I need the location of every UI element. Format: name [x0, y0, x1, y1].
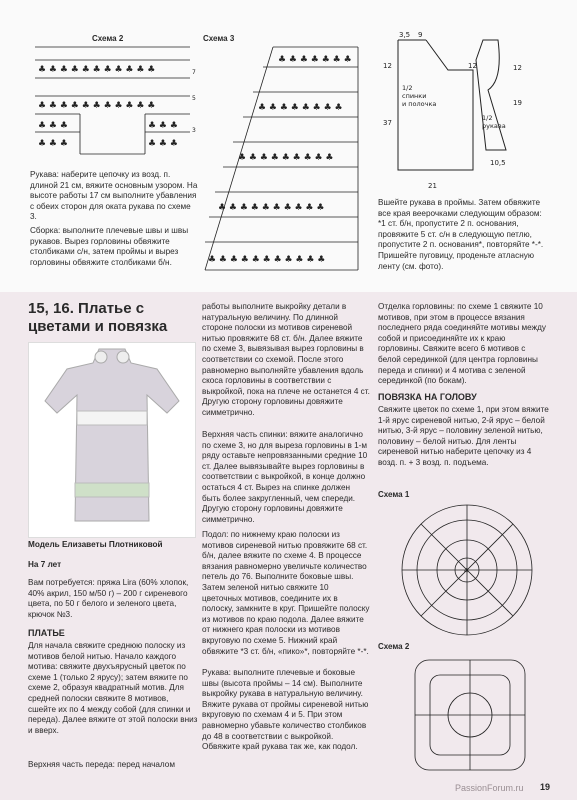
scheme2-diagram [30, 42, 195, 162]
dim-9: 9 [418, 31, 423, 39]
svg-text:♣ ♣ ♣ ♣ ♣ ♣ ♣ ♣ ♣: ♣ ♣ ♣ ♣ ♣ ♣ ♣ ♣ ♣ [238, 153, 334, 163]
scheme2b-label: Схема 2 [378, 642, 410, 651]
age: На 7 лет [28, 560, 62, 569]
pattern-pieces [378, 30, 553, 192]
svg-text:3: 3 [192, 127, 196, 134]
sleeves-text: Рукава: наберите цепочку из возд. п. длиной 21 см, вяжите основным узором. На высоте работы 17 см выполните убавления с обеих сторон для оката рукава по схеме 3. [30, 170, 198, 222]
scheme3-diagram [203, 42, 363, 282]
svg-text:и полочка: и полочка [402, 100, 437, 108]
dim-12b: 12 [468, 62, 477, 70]
headband-text: Свяжите цветок по схеме 1, при этом вяжите 1-й ярус сиреневой нитью, 2-й ярус – белой нитью, 3-й ярус – половину зеленой нитью, половину – белой нитью. Для ленты сиреневой нитью наберите цепочку из 4 возд. п. + 3 возд. п. подъема. [378, 405, 549, 467]
upper-front-text: Верхняя часть переда: перед началом [28, 760, 175, 769]
right-top-text: Вшейте рукава в проймы. Затем обвяжите все края веерочками следующим образом: *1 ст. б/н, пропустите 2 п. основания, провяжите 5 ст. с/н в следующую петлю, пропустите 2 п. основания*, повторяйте *-*. Пришейте пуговицу, проденьте атласную ленту (см. фото). [378, 198, 544, 271]
col2-paragraph-4: Рукава: выполните плечевые и боковые швы (высота проймы – 14 см). Выполните выкройку рукава в натуральную величину. Вяжите рукава от проймы сиреневой нитью вкруговую по схемам 4 и 5. При этом равномерно убавьте количество столбиков до 48 в соответствии с выкройкой. Обвяжите край рукава так же, как подол. [202, 668, 369, 752]
svg-text:♣ ♣ ♣ ♣ ♣ ♣ ♣ ♣ ♣ ♣ ♣: ♣ ♣ ♣ ♣ ♣ ♣ ♣ ♣ ♣ ♣ ♣ [38, 65, 156, 75]
svg-text:7: 7 [192, 69, 196, 76]
svg-text:♣ ♣ ♣: ♣ ♣ ♣ [38, 139, 68, 149]
scheme2-label: Схема 2 [92, 34, 124, 43]
dim-105: 10,5 [490, 159, 506, 167]
scheme1-diagram [392, 500, 542, 640]
col2-paragraph-3: Подол: по нижнему краю полоски из мотивов сиреневой нитью провяжите 68 ст. б/н, далее вяжите по схеме 4. В процессе вязания равномерно увеличьте количество петель до 76. Выполните боковые швы. Затем зеленой нитью свяжите 10 цветочных мотивов, соедините их в полоску, замкните в круг. Пришейте полоску из мотивов по краю подола. Далее вяжите от нижнего края полоски из мотивов вкруговую по схеме 5. Нижний край обвяжите *3 ст. б/н, «пико»*, повторяйте *-*. [202, 530, 370, 656]
svg-text:5: 5 [192, 95, 196, 102]
half-sleeve-label: 1/2 [482, 114, 493, 122]
svg-text:♣ ♣ ♣: ♣ ♣ ♣ [38, 121, 68, 131]
svg-text:♣ ♣ ♣ ♣ ♣ ♣ ♣ ♣ ♣ ♣: ♣ ♣ ♣ ♣ ♣ ♣ ♣ ♣ ♣ ♣ [218, 203, 325, 213]
svg-text:♣ ♣ ♣ ♣ ♣ ♣ ♣ ♣ ♣ ♣ ♣: ♣ ♣ ♣ ♣ ♣ ♣ ♣ ♣ ♣ ♣ ♣ [208, 255, 326, 265]
dim-12a: 12 [383, 62, 392, 70]
svg-text:♣ ♣ ♣ ♣ ♣ ♣ ♣: ♣ ♣ ♣ ♣ ♣ ♣ ♣ [278, 55, 352, 65]
dress-text: Для начала свяжите среднюю полоску из мотивов белой нитью. Начало каждого мотива: свяжите двухъярусный цветок по схеме 1 (только 2 ярусу); затем вяжите по схеме 2, образуя квадратный мотив. Для средней полоски свяжите 8 мотивов, сшейте их по 4 между собой (для спинки и переда). Далее вяжите от этой полоски вниз и вверх. [28, 641, 198, 735]
page-number: 19 [540, 782, 551, 792]
headband-heading: ПОВЯЗКА НА ГОЛОВУ [378, 392, 477, 402]
dim-37: 37 [383, 119, 392, 127]
svg-text:♣ ♣ ♣: ♣ ♣ ♣ [148, 121, 178, 131]
svg-text:♣ ♣ ♣: ♣ ♣ ♣ [148, 139, 178, 149]
svg-text:♣ ♣ ♣ ♣ ♣ ♣ ♣ ♣ ♣ ♣ ♣: ♣ ♣ ♣ ♣ ♣ ♣ ♣ ♣ ♣ ♣ ♣ [38, 101, 156, 111]
scheme3-label: Схема 3 [203, 34, 235, 43]
dress-heading: ПЛАТЬЕ [28, 628, 65, 638]
dress-illustration [29, 343, 195, 537]
svg-text:4: 4 [464, 567, 469, 575]
svg-text:спинки: спинки [402, 92, 427, 100]
dim-21: 21 [428, 182, 437, 190]
dim-19: 19 [513, 99, 522, 107]
article-title: 15, 16. Платье с цветами и повязка [28, 300, 168, 335]
dim-35: 3,5 [399, 31, 411, 39]
dim-12c: 12 [513, 64, 522, 72]
col3-paragraph-1: Отделка горловины: по схеме 1 свяжите 10 мотивов, при этом в процессе вязания последнего ряда соединяйте мотивы между собой и присоединяйте их к краю горловины. Свяжите всего 6 мотивов с белой серединкой (для центра горловины переда и спинки) и 4 мотива с зеленой серединкой (по бокам). [378, 302, 546, 386]
back-front-label: 1/2 [402, 84, 413, 92]
col2-paragraph-1: работы выполните выкройку детали в натуральную величину. По длинной стороне полоски из мотивов сиреневой нитью провяжите 68 ст. б/н. Далее вяжите по схеме 3, вывязывая вырез горловины в соответствии со схемой. После этого равномерно выполняйте убавления вдоль скоса горловины в соответствии с выкройкой, пока на плече не останется 4 ст. Другую сторону горловины довяжите симметрично. [202, 302, 370, 417]
col2-paragraph-2: Верхняя часть спинки: вяжите аналогично по схеме 3, но для выреза горловины в 1-м ряду оставьте непровязанными средние 10 ст. Далее вывязывайте вырез горловины в соответствии с выкройкой, в конце должно остаться 4 ст. Вырез на спинке должен быть более закругленный, чем спереди. Другую сторону горловины довяжите симметрично. [202, 430, 368, 524]
assembly-text: Сборка: выполните плечевые швы и швы рукавов. Вырез горловины обвяжите столбиками с/н, затем проймы и вырез горловины обвяжите столбиками б/н. [30, 226, 189, 267]
dress-photo [28, 342, 196, 538]
svg-text:рукава: рукава [482, 122, 506, 130]
watermark: PassionForum.ru [455, 783, 524, 793]
scheme1-label: Схема 1 [378, 490, 410, 499]
materials-text: Вам потребуется: пряжа Lira (60% хлопок, 40% акрил, 150 м/50 г) – 200 г сиреневого цвета, по 50 г белого и зеленого цвета, крючок №3. [28, 578, 189, 619]
scheme2b-diagram [400, 650, 540, 780]
model-caption: Модель Елизаветы Плотниковой [28, 540, 163, 549]
svg-text:♣ ♣ ♣ ♣ ♣ ♣ ♣ ♣: ♣ ♣ ♣ ♣ ♣ ♣ ♣ ♣ [258, 103, 343, 113]
